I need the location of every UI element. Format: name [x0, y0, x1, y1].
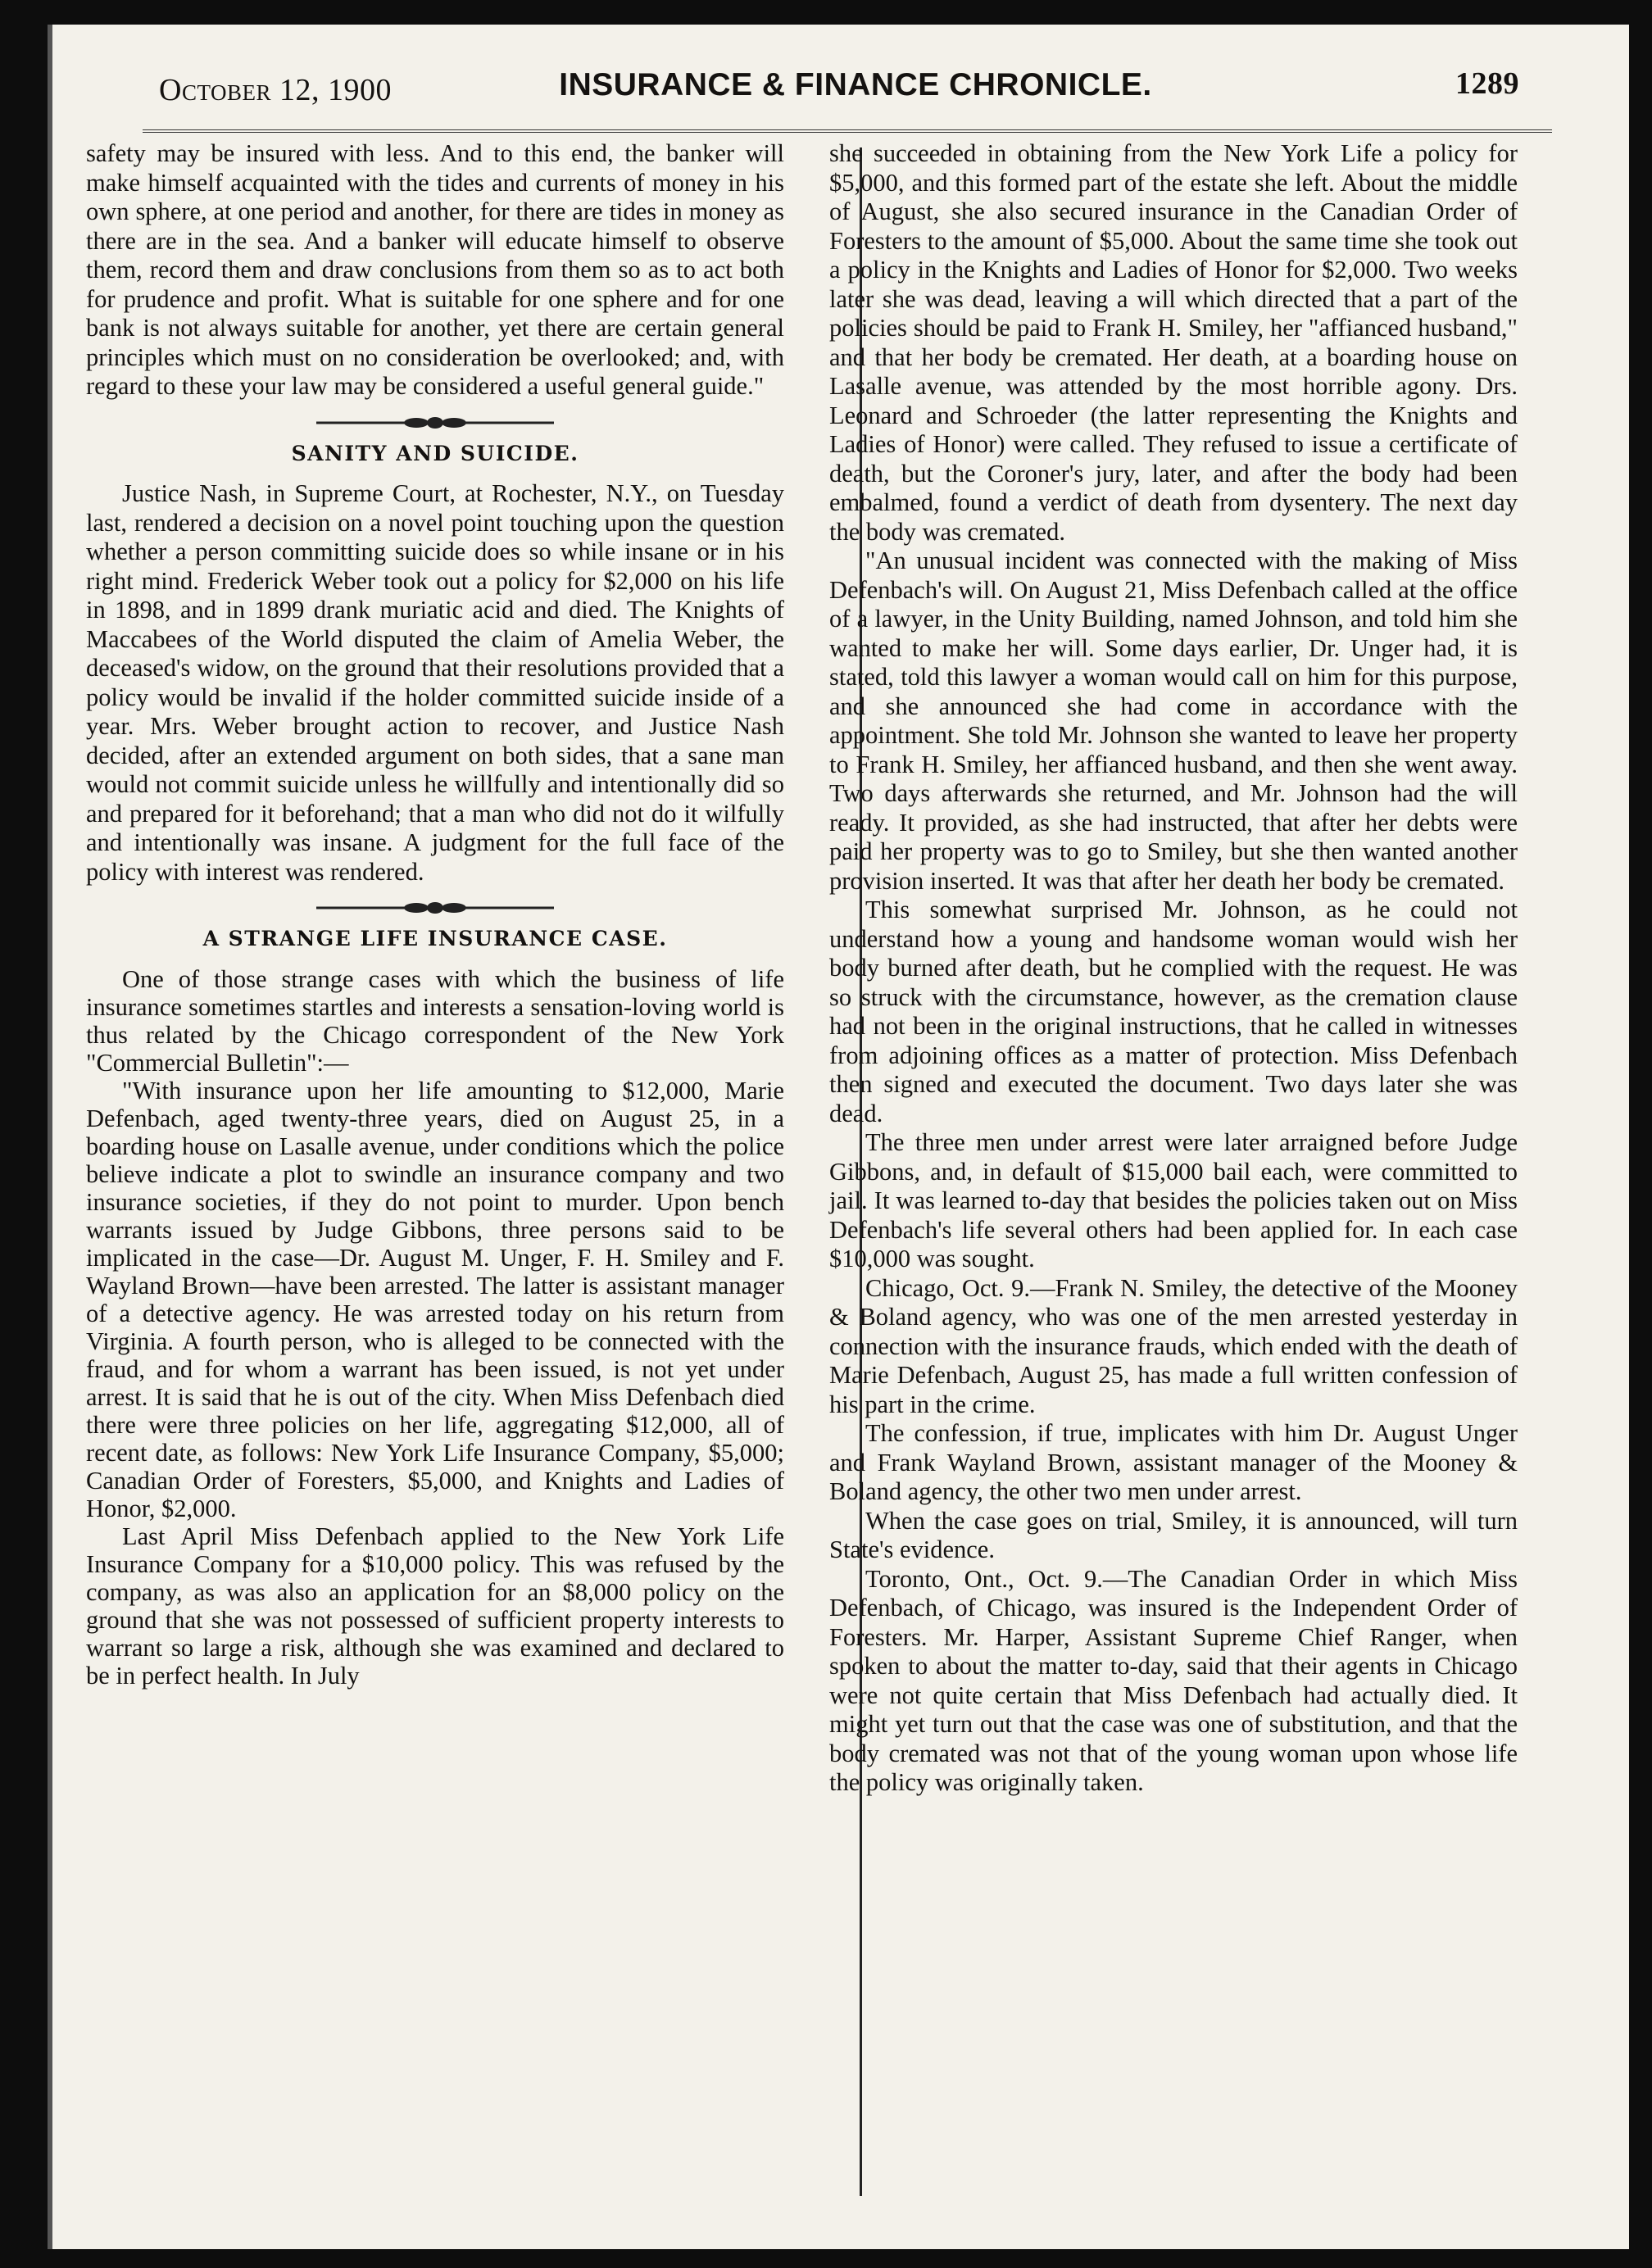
right-paragraph-4: The three men under arrest were later arraigned before Judge Gibbons, and, in default of $15,000 bail each, were committed to jail. It was learned to-day that besides the policies taken out on Miss Defenbach's life several others had been applied for. In each case $10,000 was sought.	[829, 1128, 1518, 1272]
section-ornament-1	[316, 416, 554, 429]
right-paragraph-3: This somewhat surprised Mr. Johnson, as he could not understand how a young and handsome woman would wish her body burned after death, but he complied with the request. He was so struck with the circumstance, however, as the cremation clause had not been in the original instructions, that he called in witnesses from adjoining offices as a matter of protection. Miss Defenbach then signed and executed the document. Two days later she was dead.	[829, 896, 1518, 1127]
strange-case-quote: "With insurance upon her life amounting to $12,000, Marie Defenbach, aged twenty-three years, died on August 25, in a boarding house on Lasalle avenue, under conditions which the police believe indicate a plot to swindle an insurance company and two insurance societies, if they do not point to murder. Upon bench warrants issued by Judge Gibbons, three persons said to be implicated in the case—Dr. August M. Unger, F. H. Smiley and F. Wayland Brown—have been arrested. The latter is assistant manager of a detective agency. He was arrested today on his return from Virginia. A fourth person, who is alleged to be connected with the fraud, and for whom a warrant has been issued, is not yet under arrest. It is said that he is out of the city. When Miss Defenbach died there were three policies on her life, aggregating $12,000, all of recent date, as follows: New York Life Insurance Company, $5,000; Canadian Order of Foresters, $5,000, and Knights and Ladies of Honor, $2,000.	[86, 1076, 784, 1522]
right-paragraph-7: When the case goes on trial, Smiley, it is announced, will turn State's evidence.	[829, 1506, 1518, 1563]
section-ornament-2	[316, 901, 554, 914]
publication-title: INSURANCE & FINANCE CHRONICLE.	[559, 67, 1152, 102]
section-heading-strange-case: A STRANGE LIFE INSURANCE CASE.	[202, 927, 668, 950]
header-rule	[143, 129, 1552, 133]
strange-case-intro: One of those strange cases with which the business of life insurance sometimes startles and interests a sensation-loving world is thus related by the Chicago correspondent of the New York "Commercial Bulletin":—	[86, 964, 784, 1077]
strange-case-april: Last April Miss Defenbach applied to the New York Life Insurance Company for a $10,000 policy. This was refused by the company, as was also an application for an $8,000 policy on the ground that she was not possessed of sufficient property interests to warrant so large a risk, although she was examined and declared to be in perfect health. In July	[86, 1522, 784, 1690]
right-column	[829, 139, 1518, 1798]
right-paragraph-8: Toronto, Ont., Oct. 9.—The Canadian Order in which Miss Defenbach, of Chicago, was insured is the Independent Order of Foresters. Mr. Harper, Assistant Supreme Chief Ranger, when spoken to about the matter to-day, said that their agents in Chicago were not quite certain that Miss Defenbach had actually died. It might yet turn out that the case was one of substitution, and that the body cremated was not that of the young woman upon whose life the policy was originally taken.	[829, 1564, 1518, 1796]
right-paragraph-1: she succeeded in obtaining from the New York Life a policy for $5,000, and this formed part of the estate she left. About the middle of August, she also secured insurance in the Canadian Order of Foresters to the amount of $5,000. About the same time she took out a policy in the Knights and Ladies of Honor for $2,000. Two weeks later she was dead, leaving a will which directed that a part of the policies should be paid to Frank H. Smiley, her "affianced husband," and that her body be cremated. Her death, at a boarding house on Lasalle avenue, was attended by the most horrible agony. Drs. Leonard and Schroeder (the latter representing the Knights and Ladies of Honor) were called. They refused to issue a certificate of death, but the Coroner's jury, later, and after the body had been embalmed, found a verdict of death from dysentery. The next day the body was cremated.	[829, 139, 1518, 546]
page-number: 1289	[1455, 66, 1519, 101]
left-column	[86, 139, 784, 1690]
right-paragraph-2: "An unusual incident was connected with the making of Miss Defenbach's will. On August 21, Miss Defenbach called at the office of a lawyer, in the Unity Building, named Johnson, and told him she wanted to make her will. Some days earlier, Dr. Unger had, it is stated, told this lawyer a woman would call on him for this purpose, and she announced she had come in accordance with the appointment. She told Mr. Johnson she wanted to leave her property to Frank H. Smiley, her affianced husband, and then she went away. Two days afterwards she returned, and Mr. Johnson had the will ready. It provided, as she had instructed, that after her debts were paid her property was to go to Smiley, but she then wanted another provision inserted. It was that after her death her body be cremated.	[829, 547, 1518, 895]
issue-date: October 12, 1900	[159, 73, 392, 107]
running-head	[159, 57, 1552, 115]
sanity-paragraph: Justice Nash, in Supreme Court, at Rochester, N.Y., on Tuesday last, rendered a decision on a novel point touching upon the question whether a person committing suicide does so while insane or in his right mind. Frederick Weber took out a policy for $2,000 on his life in 1898, and in 1899 drank muriatic acid and died. The Knights of Maccabees of the World disputed the claim of Amelia Weber, the deceased's widow, on the ground that their resolutions provided that a policy would be invalid if the holder committed suicide inside of a year. Mrs. Weber brought action to recover, and Justice Nash decided, after an extended argument on both sides, that a sane man would not commit suicide unless he willfully and intentionally did so and prepared for it beforehand; that a man who did not do it wilfully and intentionally was insane. A judgment for the full face of the policy with interest was rendered.	[86, 479, 784, 886]
right-paragraph-6: The confession, if true, implicates with him Dr. August Unger and Frank Wayland Brown, assistant manager of the Mooney & Boland agency, the other two men under arrest.	[829, 1419, 1518, 1505]
section-heading-sanity: SANITY AND SUICIDE.	[291, 441, 579, 465]
intro-paragraph: safety may be insured with less. And to this end, the banker will make himself acquainted with the tides and currents of money in his own sphere, at one period and another, for there are tides in money as there are in the sea. And a banker will educate himself to observe them, record them and draw conclusions from them so as to act both for prudence and profit. What is suitable for one sphere and for one bank is not always suitable for another, yet there are certain general principles which must on no consideration be overlooked; and, with regard to these your law may be considered a useful general guide."	[86, 139, 784, 400]
right-paragraph-5: Chicago, Oct. 9.—Frank N. Smiley, the detective of the Mooney & Boland agency, who was one of the men arrested yesterday in connection with the insurance frauds, which ended with the death of Marie Defenbach, August 25, has made a full written confession of his part in the crime.	[829, 1273, 1518, 1418]
